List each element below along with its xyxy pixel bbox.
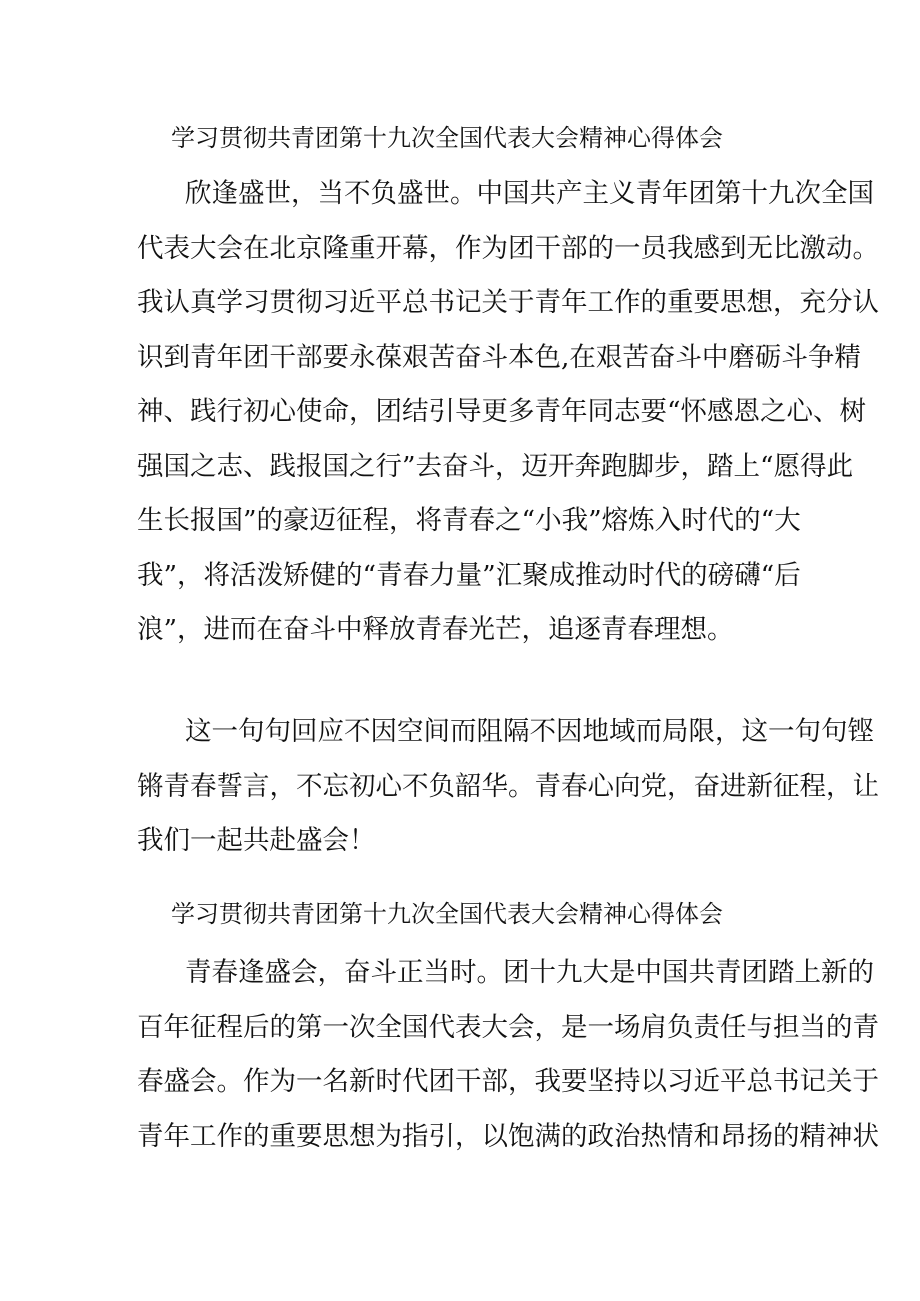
paragraph-line: 代表大会在北京隆重开幕，作为团干部的一员我感到无比激动。 xyxy=(137,232,879,264)
paragraph-line: 我”，将活泼矫健的“青春力量”汇聚成推动时代的磅礴“后 xyxy=(137,559,801,591)
paragraph-line: 青年工作的重要思想为指引，以饱满的政治热情和昂扬的精神状 xyxy=(137,1120,879,1152)
paragraph-line: 锵青春誓言，不忘初心不负韶华。青春心向党，奋进新征程，让 xyxy=(137,770,879,802)
paragraph-line: 欣逢盛世，当不负盛世。中国共产主义青年团第十九次全国 xyxy=(185,178,874,209)
paragraph-line: 这一句句回应不因空间而阻隔不因地域而局限，这一句句铿 xyxy=(185,716,874,747)
paragraph-line: 强国之志、践报国之行”去奋斗，迈开奔跑脚步，踏上“愿得此 xyxy=(137,450,854,482)
paragraph-line: 神、践行初心使命，团结引导更多青年同志要“怀感恩之心、树 xyxy=(137,396,867,427)
paragraph xyxy=(137,946,879,1164)
paragraph-line: 我认真学习贯彻习近平总书记关于青年工作的重要思想，充分认 xyxy=(137,287,879,318)
paragraph xyxy=(137,705,879,869)
paragraph-line: 我们一起共赴盛会！ xyxy=(137,825,376,856)
section-title: 学习贯彻共青团第十九次全国代表大会精神心得体会 xyxy=(171,900,723,928)
paragraph-line: 浪”，进而在奋斗中释放青春光芒，追逐青春理想。 xyxy=(137,614,734,645)
paragraph-line: 识到青年团干部要永葆艰苦奋斗本色,在艰苦奋斗中磨砺斗争精 xyxy=(137,341,861,373)
paragraph-line: 百年征程后的第一次全国代表大会，是一场肩负责任与担当的青 xyxy=(137,1011,879,1043)
paragraph xyxy=(137,167,879,658)
paragraph-line: 生长报国”的豪迈征程，将青春之“小我”熔炼入时代的“大 xyxy=(137,505,801,536)
paragraph-line: 春盛会。作为一名新时代团干部，我要坚持以习近平总书记关于 xyxy=(137,1066,879,1097)
paragraph-line: 青春逢盛会，奋斗正当时。团十九大是中国共青团踏上新的 xyxy=(185,957,874,988)
section-title: 学习贯彻共青团第十九次全国代表大会精神心得体会 xyxy=(171,124,723,152)
